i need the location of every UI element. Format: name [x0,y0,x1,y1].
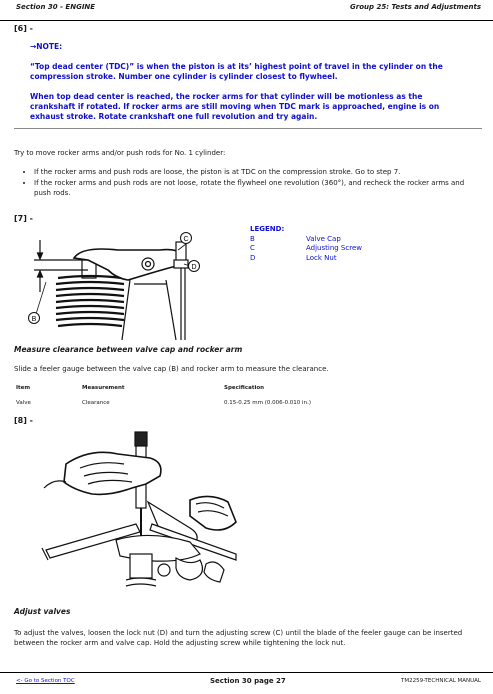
step-6-bullets [22,167,482,199]
header-group: Group 25: Tests and Adjustments [350,3,481,11]
page-header [0,0,493,21]
table-header: Specification [224,385,265,391]
toc-link[interactable]: <- Go to Section TOC [16,678,75,684]
table-header: Measurement [82,385,125,391]
legend-row [250,244,362,254]
step-7-label: [7] - [14,214,33,223]
table-header-row [16,384,456,396]
callout-b: B [31,316,37,323]
step-7-title: Measure clearance between valve cap and rocker arm [14,345,243,354]
bullet-item: • If the rocker arms and push rods are loose, the piston is at TDC on the compression stroke. Go to step 7. [34,167,482,177]
step-8-label: [8] - [14,416,33,425]
page-footer [0,672,493,694]
note-title: →NOTE: [30,42,63,51]
legend-key: D [250,253,256,262]
bullet-item: • If the rocker arms and push rods are not loose, rotate the flywheel one revolution (360°), and recheck the rocker arms and push rods. [34,178,482,198]
step-7-text: Slide a feeler gauge between the valve cap (B) and rocker arm to measure the clearance. [14,365,329,373]
table-cell: 0.15-0.25 mm (0.006-0.010 in.) [224,400,311,406]
rocker-arm-figure [18,222,223,340]
header-section: Section 30 - ENGINE [16,3,96,11]
step-8-text: To adjust the valves, loosen the lock nut (D) and turn the adjusting screw (C) until the blade of the feeler gauge can be inserted between the rocker arm and valve cap. Hold the adjusting screw while tightening the lock nut. [14,629,463,647]
valve-adjust-figure [40,430,245,590]
step-6-label: [6] - [14,24,33,33]
table-cell: Valve [16,400,31,406]
legend-value: Lock Nut [306,253,337,262]
spec-table [16,384,456,406]
legend-value: Valve Cap [306,234,341,243]
table-header: Item [16,385,31,391]
manual-id: TM2259-TECHNICAL MANUAL [400,678,481,684]
page-number: Section 30 page 27 [210,677,286,685]
legend-title: LEGEND: [250,225,285,233]
callout-c: C [183,236,189,243]
callout-d: D [191,264,197,271]
legend-row [250,254,362,264]
legend-key: C [250,244,255,252]
table-row [16,396,456,406]
table-cell: Clearance [82,400,110,406]
legend-key: B [250,234,255,243]
note-paragraph-2: When top dead center is reached, the rocker arms for that cylinder will be motionless as the crankshaft if rotated. If rocker arms are still moving when TDC mark is approached, engine is on exhaust stroke. Rotate crankshaft one full revolution and try again. [30,92,440,121]
legend-row [250,235,362,245]
step-8-title: Adjust valves [14,607,71,616]
legend-value: Adjusting Screw [306,244,362,252]
step-6-intro: Try to move rocker arms and/or push rods for No. 1 cylinder: [14,149,226,157]
note-box [14,32,482,129]
note-paragraph-1: “Top dead center (TDC)” is when the piston is at its’ highest point of travel in the cylinder on the compression stroke. Number one cylinder is cylinder closest to flywheel. [30,62,443,81]
figure-legend [250,225,362,263]
